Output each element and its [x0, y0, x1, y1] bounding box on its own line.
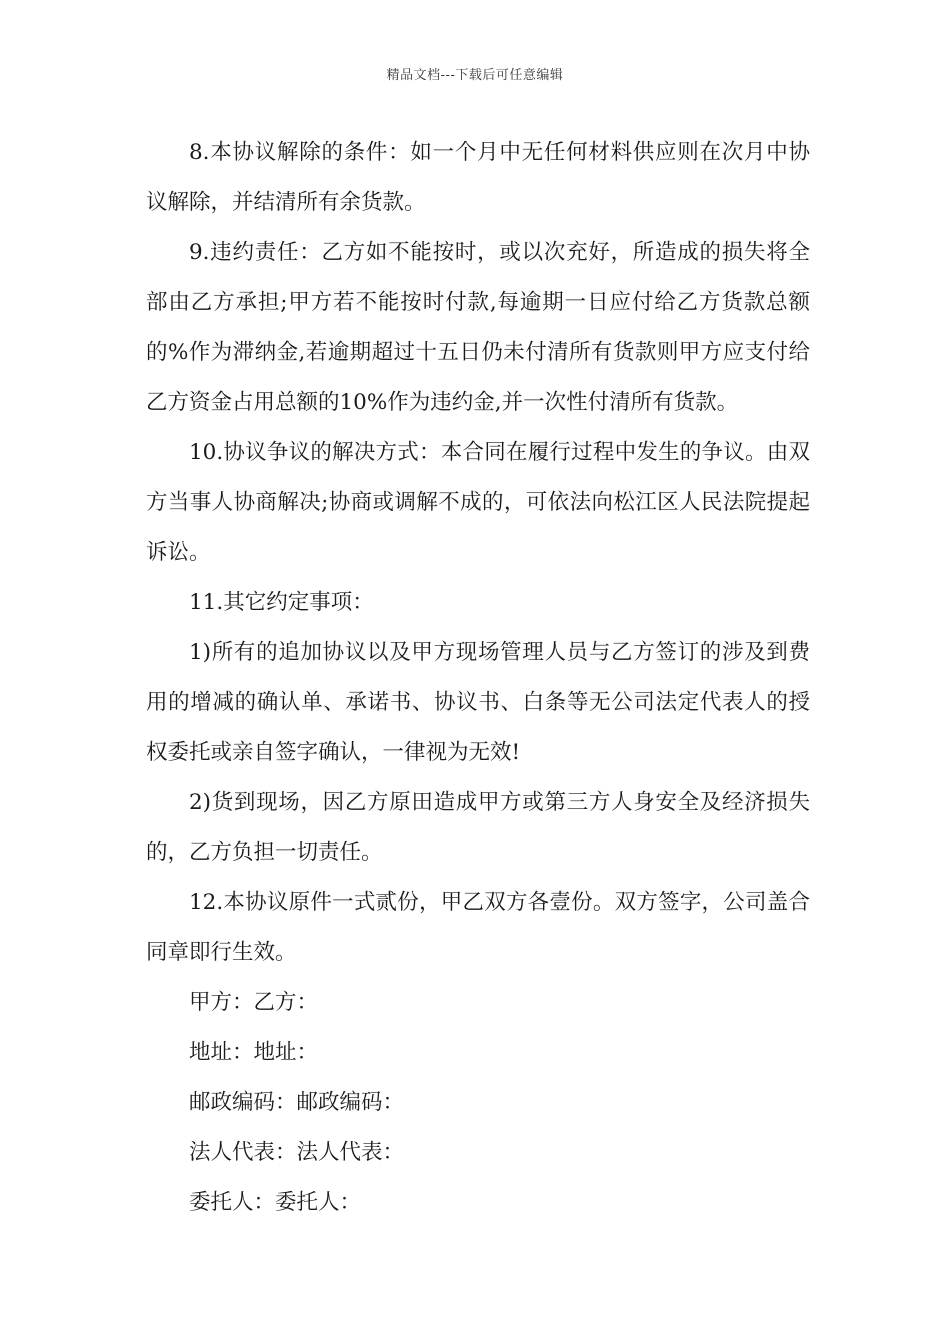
signature-address-line: 地址：地址： — [189, 1040, 319, 1065]
signature-postcode-line: 邮政编码：邮政编码： — [189, 1090, 405, 1115]
clause-dispute: 10.协议争议的解决方式：本合同在履行过程中发生的争议。由双方当事人协商解决;协商或调解不成的，可依法向松江区人民法院提起诉讼。 — [146, 440, 810, 565]
clause-termination: 8.本协议解除的条件：如一个月中无任何材料供应则在次月中协议解除，并结清所有余货款。 — [146, 140, 810, 215]
signature-agent-line: 委托人：委托人： — [189, 1190, 362, 1215]
clause-other-heading: 11.其它约定事项： — [189, 590, 374, 615]
document-body — [146, 128, 810, 1228]
signature-legal-rep-line: 法人代表：法人代表： — [189, 1140, 405, 1165]
clause-other-item-2: 2)货到现场，因乙方原田造成甲方或第三方人身安全及经济损失的，乙方负担一切责任。 — [146, 790, 810, 865]
clause-effective: 12.本协议原件一式贰份，甲乙双方各壹份。双方签字，公司盖合同章即行生效。 — [146, 890, 810, 965]
page-header: 精品文档---下载后可任意编辑 — [386, 68, 564, 83]
clause-other-item-1: 1)所有的追加协议以及甲方现场管理人员与乙方签订的涉及到费用的增减的确认单、承诺书、协议书、白条等无公司法定代表人的授权委托或亲自签字确认，一律视为无效! — [146, 640, 810, 765]
clause-liability: 9.违约责任：乙方如不能按时，或以次充好，所造成的损失将全部由乙方承担;甲方若不能按时付款,每逾期一日应付给乙方货款总额的%作为滞纳金,若逾期超过十五日仍未付清所有货款则甲方应支付给乙方资金占用总额的10%作为违约金,并一次性付清所有货款。 — [146, 240, 810, 415]
signature-party-line: 甲方：乙方： — [189, 990, 319, 1015]
